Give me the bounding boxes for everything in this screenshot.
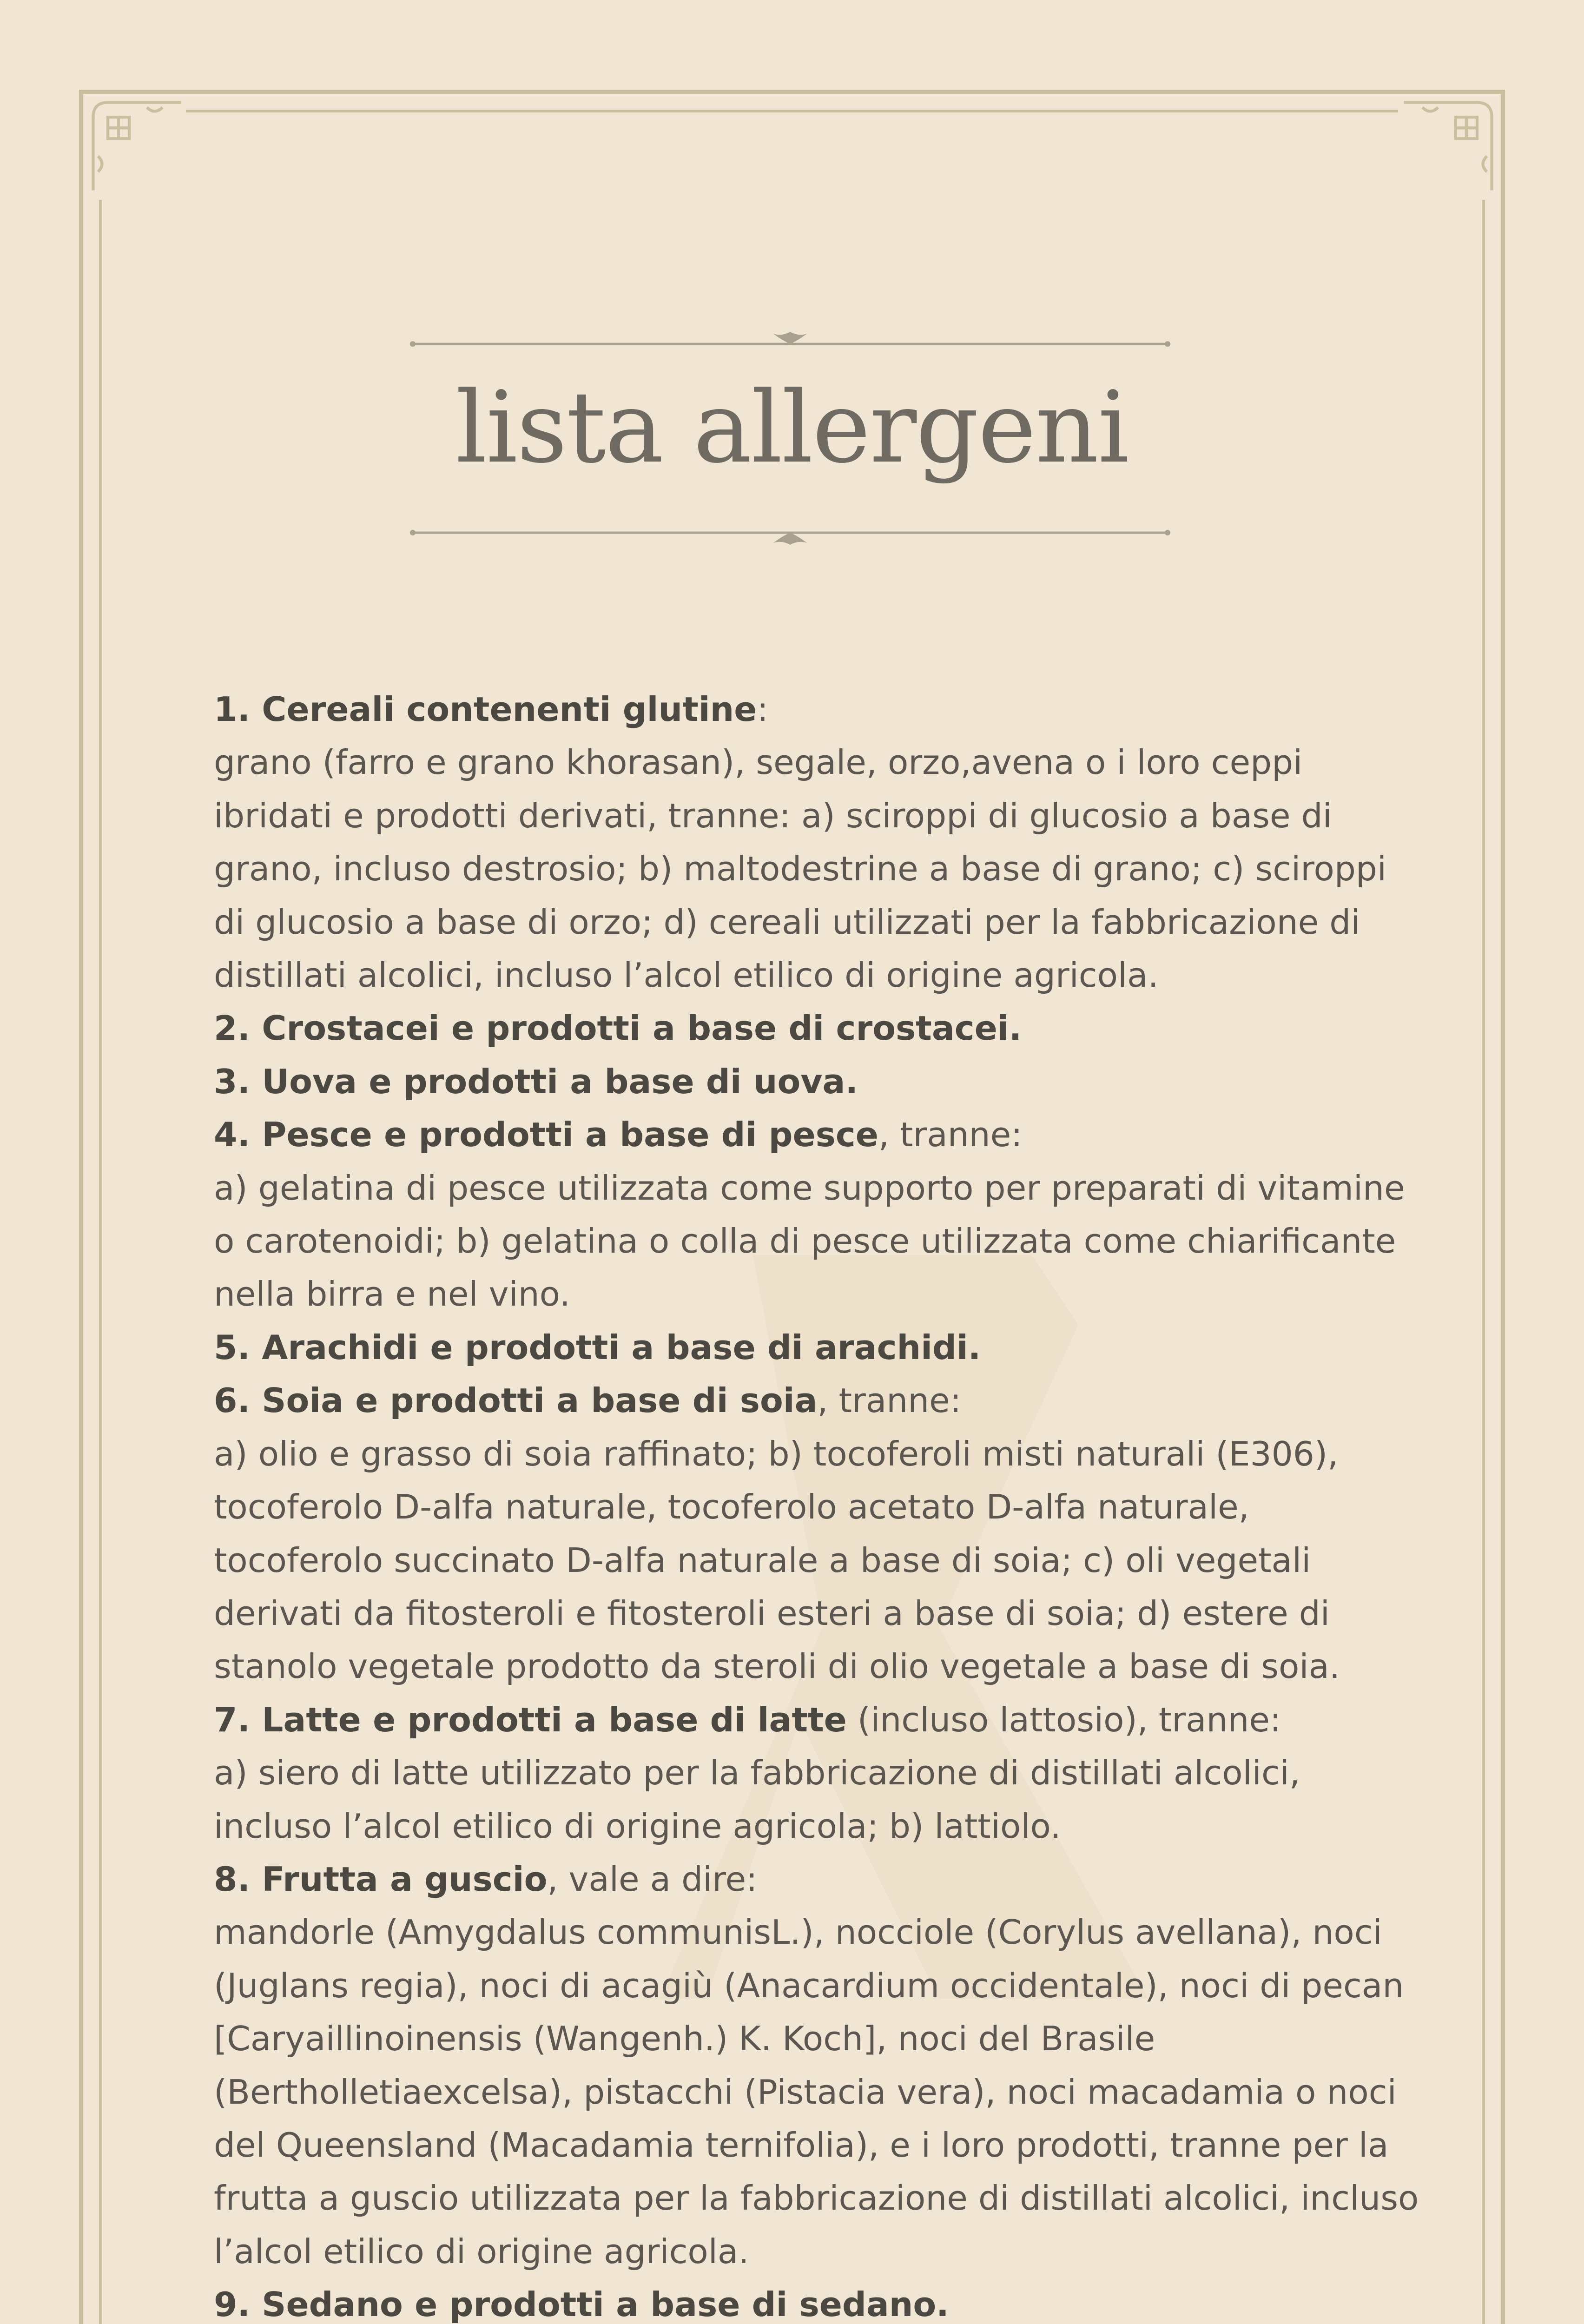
list-item (214, 1853, 1422, 2278)
list-item (214, 2278, 1422, 2324)
allergen-heading: 2. Crostacei e prodotti a base di crostacei. (214, 1009, 1022, 1049)
allergen-suffix: , tranne: (817, 1381, 962, 1421)
allergen-heading: 9. Sedano e prodotti a base di sedano. (214, 2285, 949, 2324)
allergen-description: grano (farro e grano khorasan), segale, orzo,avena o i loro ceppi ibridati e prodotti derivati, tranne: a) sciroppi di glucosio a base di grano, incluso destrosio; b) maltodestrine a base di grano; c) sciroppi di glucosio a base di orzo; d) cereali utilizzati per la fabbricazione di distillati alcolici, incluso l’alcol etilico di origine agricola. (214, 743, 1387, 996)
allergen-list (214, 683, 1422, 2324)
corner-ornament-icon (1399, 98, 1497, 195)
list-item (214, 1109, 1422, 1321)
allergen-description: a) siero di latte utilizzato per la fabbricazione di distillati alcolici, incluso l’alcol etilico di origine agricola; b) lattiolo. (214, 1754, 1300, 1846)
allergen-heading: 7. Latte e prodotti a base di latte (214, 1700, 847, 1740)
allergen-heading: 8. Frutta a guscio (214, 1860, 548, 1899)
inner-frame-left (99, 200, 102, 2324)
allergen-description: a) gelatina di pesce utilizzata come supporto per preparati di vitamine o carotenoidi; b) gelatina o colla di pesce utilizzata come chiarificante nella birra e nel vino. (214, 1169, 1405, 1314)
allergen-suffix: : (757, 690, 768, 729)
list-item (214, 1056, 1422, 1109)
list-item (214, 1374, 1422, 1693)
allergen-suffix: , vale a dire: (547, 1860, 758, 1899)
inner-frame-top (186, 110, 1398, 112)
allergen-heading: 3. Uova e prodotti a base di uova. (214, 1062, 858, 1102)
allergen-description: a) olio e grasso di soia raffinato; b) tocoferoli misti naturali (E306), tocoferolo D-alfa naturale, tocoferolo acetato D-alfa naturale, tocoferolo succinato D-alfa naturale a base di soia; c) oli vegetali derivati da fitosteroli e fitosteroli esteri a base di soia; d) estere di stanolo vegetale prodotto da steroli di olio vegetale a base di soia. (214, 1434, 1340, 1687)
list-item (214, 1321, 1422, 1374)
allergen-heading: 1. Cereali contenenti glutine (214, 690, 757, 729)
allergen-heading: 5. Arachidi e prodotti a base di arachidi. (214, 1328, 981, 1367)
corner-ornament-icon (88, 98, 186, 195)
list-item (214, 1002, 1422, 1055)
allergen-heading: 4. Pesce e prodotti a base di pesce (214, 1116, 878, 1155)
allergen-heading: 6. Soia e prodotti a base di soia (214, 1381, 818, 1421)
allergen-suffix: (incluso lattosio), tranne: (846, 1700, 1281, 1740)
list-item (214, 683, 1422, 1002)
list-item (214, 1694, 1422, 1853)
allergen-suffix: , tranne: (878, 1116, 1023, 1155)
page-title: lista allergeni (455, 370, 1129, 485)
allergen-description: mandorle (Amygdalus communisL.), nocciole (Corylus avellana), noci (Juglans regia), noci di acagiù (Anacardium occidentale), noci di pecan [Caryaillinoinensis (Wangenh.) K. Koch], noci del Brasile (Bertholletiaexcelsa), pistacchi (Pistacia vera), noci macadamia o noci del Queensland (Macadamia ternifolia), e i loro prodotti, tranne per la frutta a guscio utilizzata per la fabbricazione di distillati alcolici, incluso l’alcol etilico di origine agricola. (214, 1913, 1419, 2271)
inner-frame-right (1482, 200, 1485, 2324)
title-ornament-bottom-icon (409, 517, 1171, 554)
title-ornament-top-icon (409, 323, 1171, 360)
